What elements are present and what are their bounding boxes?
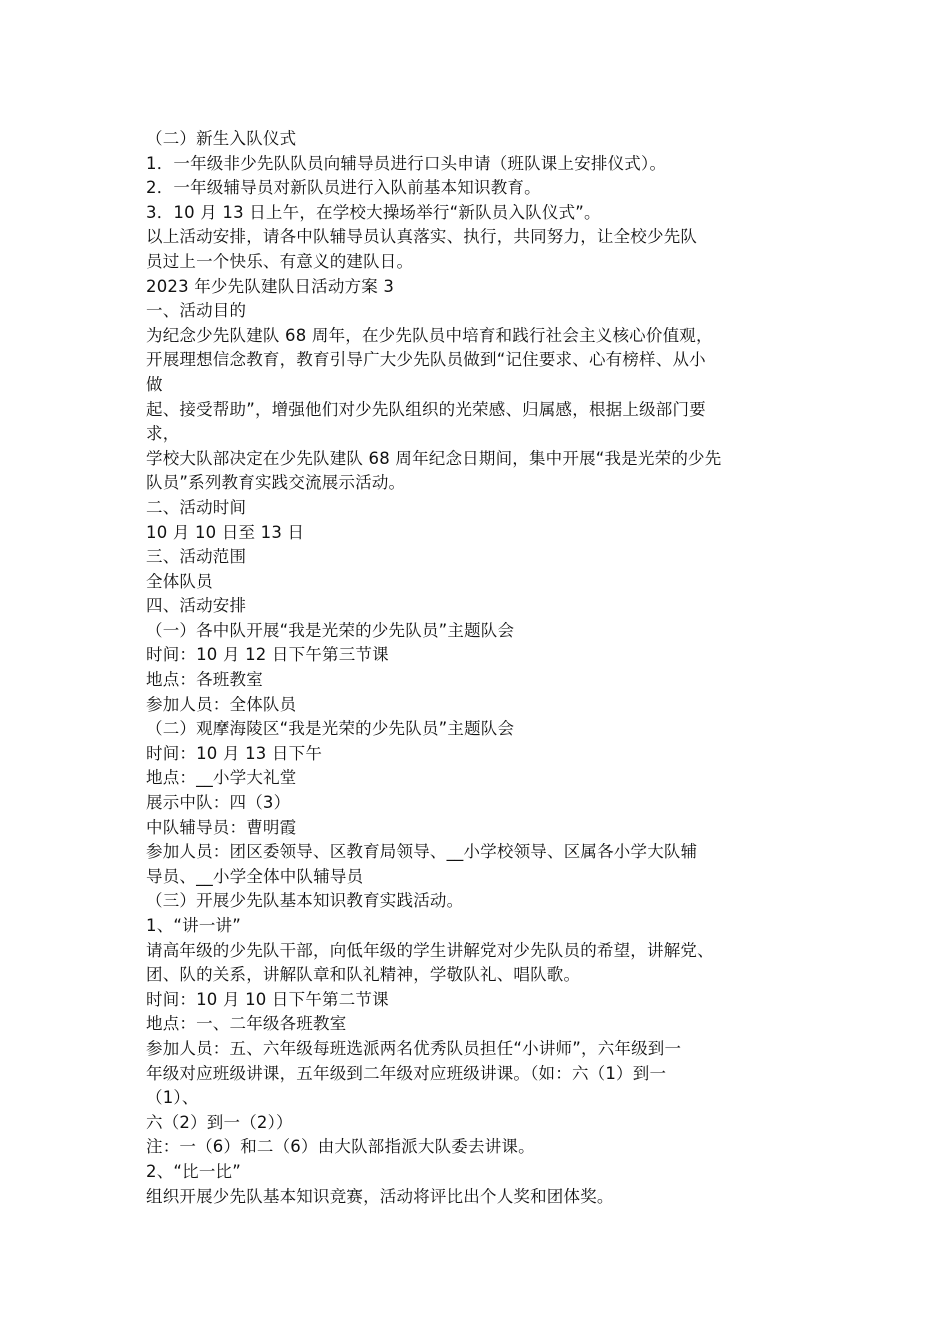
paragraph-line: 1．一年级非少先队队员向辅导员进行口头申请（班队课上安排仪式）。 [146, 153, 667, 173]
subsection-heading: （三）开展少先队基本知识教育实践活动。 [146, 891, 464, 911]
document-body [146, 127, 814, 1209]
paragraph-line: 时间：10 月 10 日下午第二节课 [146, 989, 389, 1009]
paragraph-line: 六（2）到一（2）） [146, 1112, 293, 1132]
section-heading: 二、活动时间 [146, 497, 247, 517]
paragraph-line: 参加人员：团区委领导、区教育局领导、__小学校领导、区属各小学大队辅 [146, 842, 698, 862]
section-heading: 四、活动安排 [146, 596, 247, 616]
paragraph-line: 队员”系列教育实践交流展示活动。 [146, 473, 406, 493]
paragraph-line: 3．10 月 13 日上午，在学校大操场举行“新队员入队仪式”。 [146, 202, 601, 222]
paragraph-line: （1）、 [146, 1088, 199, 1108]
paragraph-line: 参加人员：五、六年级每班选派两名优秀队员担任“小讲师”，六年级到一 [146, 1038, 682, 1058]
paragraph-line: 地点：__小学大礼堂 [146, 768, 297, 788]
section-heading: 一、活动目的 [146, 301, 247, 321]
paragraph-line: 展示中队：四（3） [146, 793, 291, 813]
document-title: 2023 年少先队建队日活动方案 3 [146, 276, 395, 296]
paragraph-line: 注：一（6）和二（6）由大队部指派大队委去讲课。 [146, 1137, 535, 1157]
list-item-heading: 1、“讲一讲” [146, 916, 241, 935]
paragraph-line: 为纪念少先队建队 68 周年，在少先队员中培育和践行社会主义核心价值观， [146, 325, 713, 345]
paragraph-line: 导员、__小学全体中队辅导员 [146, 866, 364, 886]
paragraph-line: 年级对应班级讲课，五年级到二年级对应班级讲课。（如：六（1）到一 [146, 1063, 667, 1083]
paragraph-line: 求， [146, 424, 180, 444]
list-item-heading: 2、“比一比” [146, 1161, 241, 1181]
subsection-heading: （二）观摩海陵区“我是光荣的少先队员”主题队会 [146, 719, 515, 739]
paragraph-line: 开展理想信念教育，教育引导广大少先队员做到“记住要求、心有榜样、从小 [146, 350, 706, 370]
paragraph-line: 时间：10 月 12 日下午第三节课 [146, 645, 389, 665]
paragraph-line: 做 [146, 374, 163, 394]
section-heading: （二）新生入队仪式 [146, 129, 297, 148]
paragraph-line: 起、接受帮助”，增强他们对少先队组织的光荣感、归属感，根据上级部门要 [146, 399, 706, 419]
paragraph-line: 以上活动安排，请各中队辅导员认真落实、执行，共同努力，让全校少先队 [146, 227, 698, 247]
subsection-heading: （一）各中队开展“我是光荣的少先队员”主题队会 [146, 620, 515, 640]
section-heading: 三、活动范围 [146, 547, 247, 567]
paragraph-line: 地点：各班教室 [146, 670, 263, 690]
paragraph-line: 全体队员 [146, 571, 213, 591]
paragraph-line: 团、队的关系，讲解队章和队礼精神，学敬队礼、唱队歌。 [146, 965, 581, 985]
paragraph-line: 地点：一、二年级各班教室 [146, 1014, 347, 1034]
paragraph-line: 员过上一个快乐、有意义的建队日。 [146, 251, 414, 271]
paragraph-line: 中队辅导员：曹明霞 [146, 817, 297, 837]
paragraph-line: 请高年级的少先队干部，向低年级的学生讲解党对少先队员的希望，讲解党、 [146, 940, 714, 960]
paragraph-line: 组织开展少先队基本知识竞赛，活动将评比出个人奖和团体奖。 [146, 1186, 614, 1206]
paragraph-line: 时间：10 月 13 日下午 [146, 743, 323, 763]
paragraph-line: 学校大队部决定在少先队建队 68 周年纪念日期间，集中开展“我是光荣的少先 [146, 448, 722, 468]
paragraph-line: 参加人员：全体队员 [146, 694, 297, 714]
paragraph-line: 10 月 10 日至 13 日 [146, 522, 305, 542]
paragraph-line: 2．一年级辅导员对新队员进行入队前基本知识教育。 [146, 178, 541, 198]
